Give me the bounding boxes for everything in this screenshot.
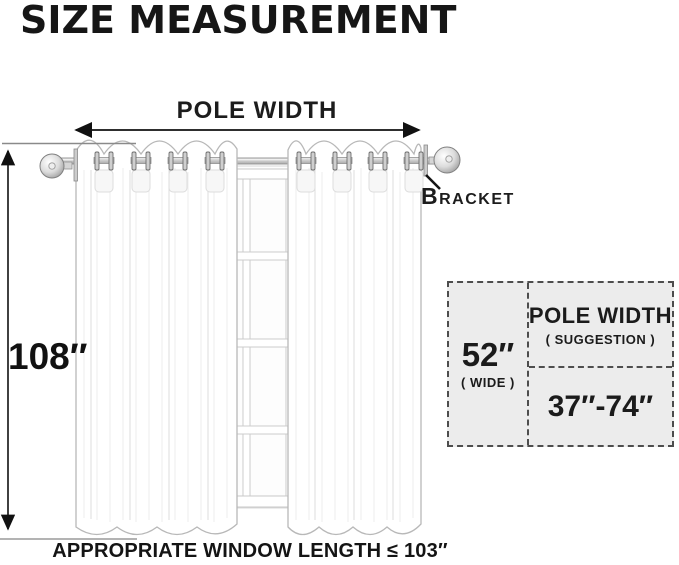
left-curtain-panel: [76, 140, 237, 534]
curtain-height-label: 108″: [8, 336, 88, 377]
pole-width-heading: POLE WIDTH: [528, 302, 672, 328]
bracket-label: Bracket: [421, 183, 515, 209]
left-finial: [40, 149, 78, 181]
pole-width-heading-cell: [529, 283, 672, 368]
pole-width-cells: [529, 283, 672, 445]
pole-width-range: 37″-74″: [547, 389, 654, 423]
pole-width-label: POLE WIDTH: [176, 97, 338, 124]
pole-width-subheading: ( SUGGESTION ): [545, 331, 656, 347]
panel-width-value: 52″: [461, 335, 515, 373]
window-length-note: APPROPRIATE WINDOW LENGTH ≤ 103″: [52, 540, 448, 562]
size-suggestion-box: [447, 281, 674, 447]
panel-width-cell: [449, 283, 529, 445]
panel-width-note: ( WIDE ): [461, 375, 515, 391]
pole-width-range-cell: [529, 368, 672, 445]
page-title: SIZE MEASUREMENT: [20, 0, 457, 42]
right-curtain-panel: [288, 141, 423, 535]
right-finial: [424, 145, 460, 176]
